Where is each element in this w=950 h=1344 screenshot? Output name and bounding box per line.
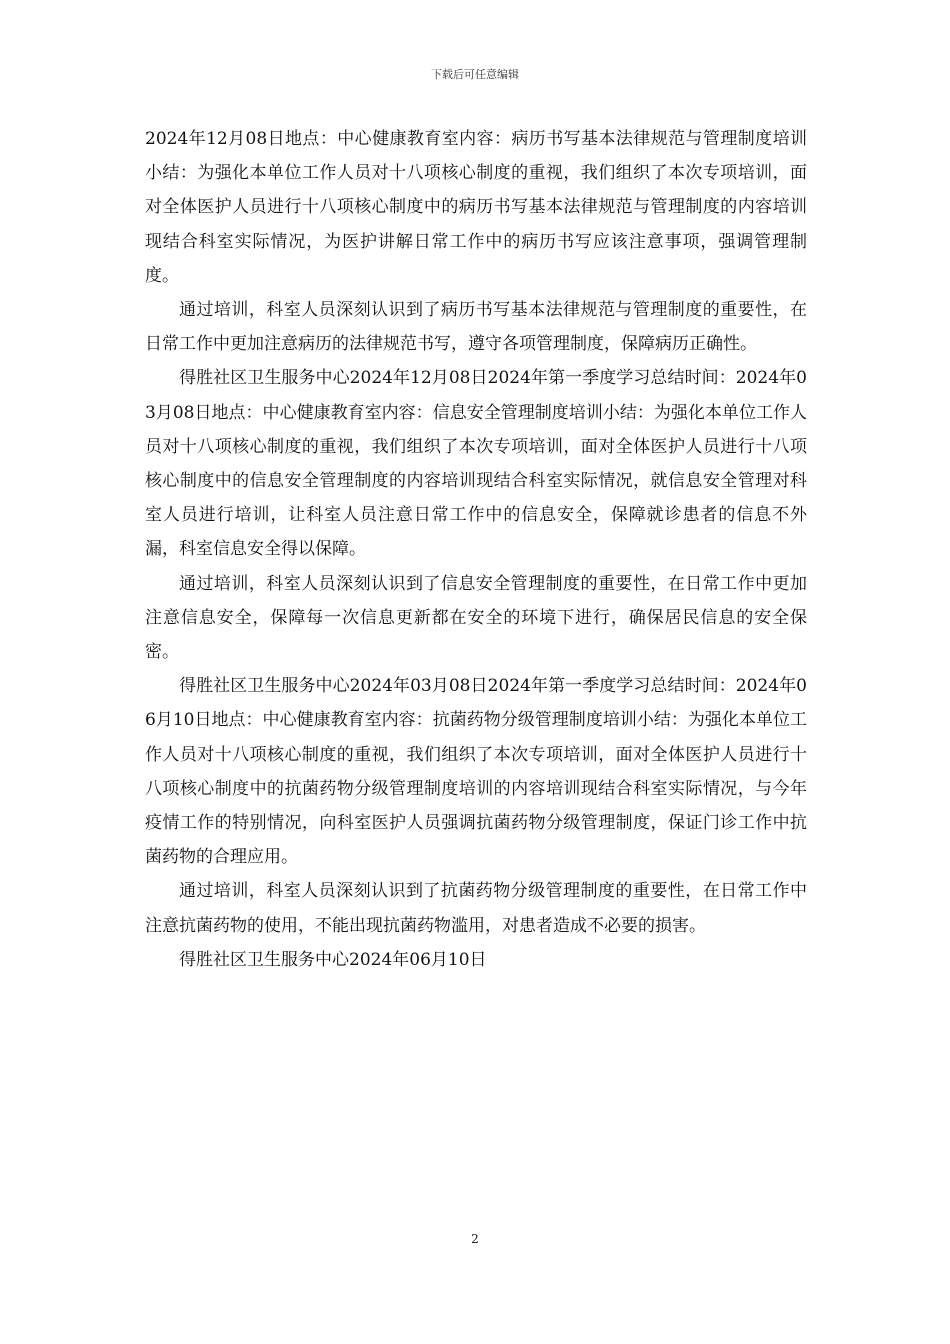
paragraph-1: 2024年12月08日地点：中心健康教育室内容：病历书写基本法律规范与管理制度培训小结：为强化本单位工作人员对十八项核心制度的重视，我们组织了本次专项培训，面对全体医护人员进行十八项核心制度中的病历书写基本法律规范与管理制度的内容培训现结合科室实际情况，为医护讲解日常工作中的病历书写应该注意事项，强调管理制度。 [145, 129, 807, 286]
paragraph-3: 得胜社区卫生服务中心2024年12月08日2024年第一季度学习总结时间：2024年03月08日地点：中心健康教育室内容：信息安全管理制度培训小结：为强化本单位工作人员对十八项核心制度的重视，我们组织了本次专项培训，面对全体医护人员进行十八项核心制度中的信息安全管理制度的内容培训现结合科室实际情况，就信息安全管理对科室人员进行培训，让科室人员注意日常工作中的信息安全，保障就诊患者的信息不外漏，科室信息安全得以保障。 [145, 368, 807, 560]
page-number: 2 [471, 1232, 479, 1246]
paragraph-2: 通过培训，科室人员深刻认识到了病历书写基本法律规范与管理制度的重要性，在日常工作中更加注意病历的法律规范书写，遵守各项管理制度，保障病历正确性。 [145, 300, 807, 355]
paragraph-5: 得胜社区卫生服务中心2024年03月08日2024年第一季度学习总结时间：2024年06月10日地点：中心健康教育室内容：抗菌药物分级管理制度培训小结：为强化本单位工作人员对十八项核心制度的重视，我们组织了本次专项培训，面对全体医护人员进行十八项核心制度中的抗菌药物分级管理制度培训的内容培训现结合科室实际情况，与今年疫情工作的特别情况，向科室医护人员强调抗菌药物分级管理制度，保证门诊工作中抗菌药物的合理应用。 [145, 676, 807, 868]
paragraph-6: 通过培训，科室人员深刻认识到了抗菌药物分级管理制度的重要性，在日常工作中注意抗菌药物的使用，不能出现抗菌药物滥用，对患者造成不必要的损害。 [145, 881, 807, 936]
document-body [145, 122, 807, 977]
page-header: 下载后可任意编辑 [431, 68, 519, 81]
paragraph-7: 得胜社区卫生服务中心2024年06月10日 [179, 949, 487, 970]
paragraph-4: 通过培训，科室人员深刻认识到了信息安全管理制度的重要性，在日常工作中更加注意信息安全，保障每一次信息更新都在安全的环境下进行，确保居民信息的安全保密。 [145, 573, 807, 663]
